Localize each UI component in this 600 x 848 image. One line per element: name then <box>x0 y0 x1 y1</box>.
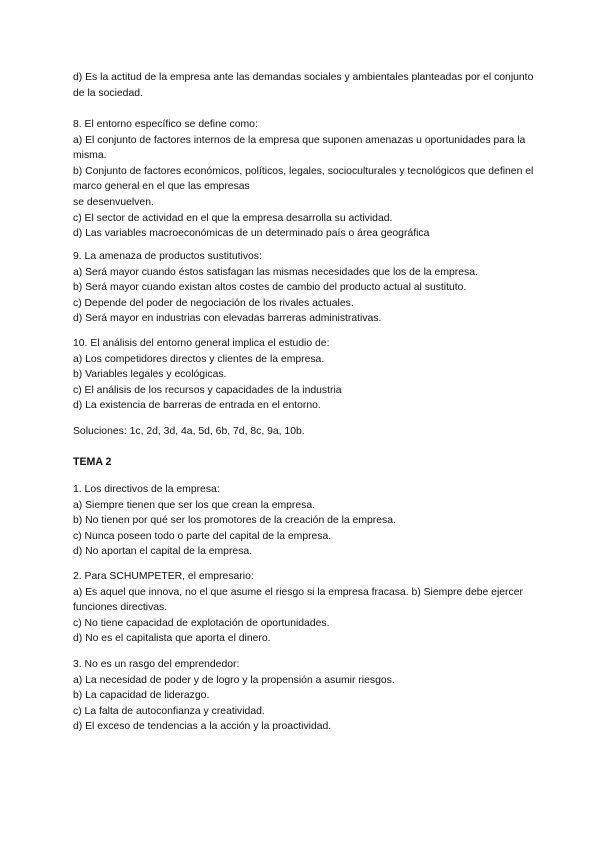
question-8-option-d: d) Las variables macroeconómicas de un determinado país o área geográfica <box>73 228 430 240</box>
question-8-option-c: c) El sector de actividad en el que la empresa desarrolla su actividad. <box>73 212 393 224</box>
question-10-option-b: b) Variables legales y ecológicas. <box>73 369 227 381</box>
tema2-question-3-text: 3. No es un rasgo del emprendedor: <box>73 659 240 670</box>
tema2-question-1-option-c: c) Nunca poseen todo o parte del capital de la empresa. <box>73 530 332 542</box>
tema2-question-2-text: 2. Para SCHUMPETER, el empresario: <box>73 571 254 582</box>
tema2-question-1-text: 1. Los directivos de la empresa: <box>73 484 220 495</box>
prev-question-option-d: d) Es la actitud de la empresa ante las demandas sociales y ambientales planteadas por el conjunto de la sociedad. <box>73 72 534 99</box>
tema2-question-2-option-d: d) No es el capitalista que aporta el dinero. <box>73 633 271 645</box>
tema2-question-2-option-c: c) No tiene capacidad de explotación de oportunidades. <box>73 617 330 629</box>
question-10 <box>73 336 543 414</box>
question-10-option-a: a) Los competidores directos y clientes de la empresa. <box>73 353 325 365</box>
tema2-question-3-option-c: c) La falta de autoconfianza y creatividad. <box>73 705 265 717</box>
prev-question-option-d-block <box>73 70 543 101</box>
question-8 <box>73 117 543 242</box>
tema2-question-3-option-a: a) La necesidad de poder y de logro y la propensión a asumir riesgos. <box>73 674 395 686</box>
question-9-option-b: b) Será mayor cuando existan altos costes de cambio del producto actual al sustituto. <box>73 282 467 294</box>
tema2-question-3-option-b: b) La capacidad de liderazgo. <box>73 690 210 702</box>
question-10-option-c: c) El análisis de los recursos y capacidades de la industria <box>73 384 342 396</box>
question-9-option-d: d) Será mayor en industrias con elevadas barreras administrativas. <box>73 313 382 325</box>
question-9-option-c: c) Depende del poder de negociación de los rivales actuales. <box>73 297 354 309</box>
tema2-question-1 <box>73 482 543 560</box>
tema2-question-1-option-d: d) No aportan el capital de la empresa. <box>73 546 253 558</box>
tema2-question-2 <box>73 569 543 647</box>
question-9 <box>73 249 543 327</box>
question-8-option-b-cont: se desenvuelven. <box>73 196 154 208</box>
question-8-option-a: a) El conjunto de factores internos de la empresa que suponen amenazas u oportunidades para la misma. <box>73 134 526 162</box>
solutions-block <box>73 424 543 440</box>
question-9-option-a: a) Será mayor cuando éstos satisfagan las mismas necesidades que los de la empresa. <box>73 266 478 278</box>
question-10-option-d: d) La existencia de barreras de entrada en el entorno. <box>73 400 321 412</box>
question-9-text: 9. La amenaza de productos sustitutivos: <box>73 251 262 262</box>
tema2-question-1-option-b: b) No tienen por qué ser los promotores de la creación de la empresa. <box>73 515 396 527</box>
question-10-text: 10. El análisis del entorno general implica el estudio de: <box>73 338 330 349</box>
section-title: TEMA 2 <box>73 456 112 468</box>
question-8-text: 8. El entorno específico se define como: <box>73 119 258 130</box>
tema2-question-3 <box>73 657 543 735</box>
solutions-text: Soluciones: 1c, 2d, 3d, 4a, 5d, 6b, 7d, 8c, 9a, 10b. <box>73 426 305 437</box>
question-8-option-b: b) Conjunto de factores económicos, políticos, legales, socioculturales y tecnológicos que definen el marco general en el que las empresas <box>73 165 534 193</box>
tema2-question-2-option-ab: a) Es aquel que innova, no el que asume el riesgo si la empresa fracasa. b) Siempre debe ejercer funciones directivas. <box>73 586 523 614</box>
tema2-question-1-option-a: a) Siempre tienen que ser los que crean la empresa. <box>73 499 316 511</box>
tema2-question-3-option-d: d) El exceso de tendencias a la acción y la proactividad. <box>73 721 332 733</box>
